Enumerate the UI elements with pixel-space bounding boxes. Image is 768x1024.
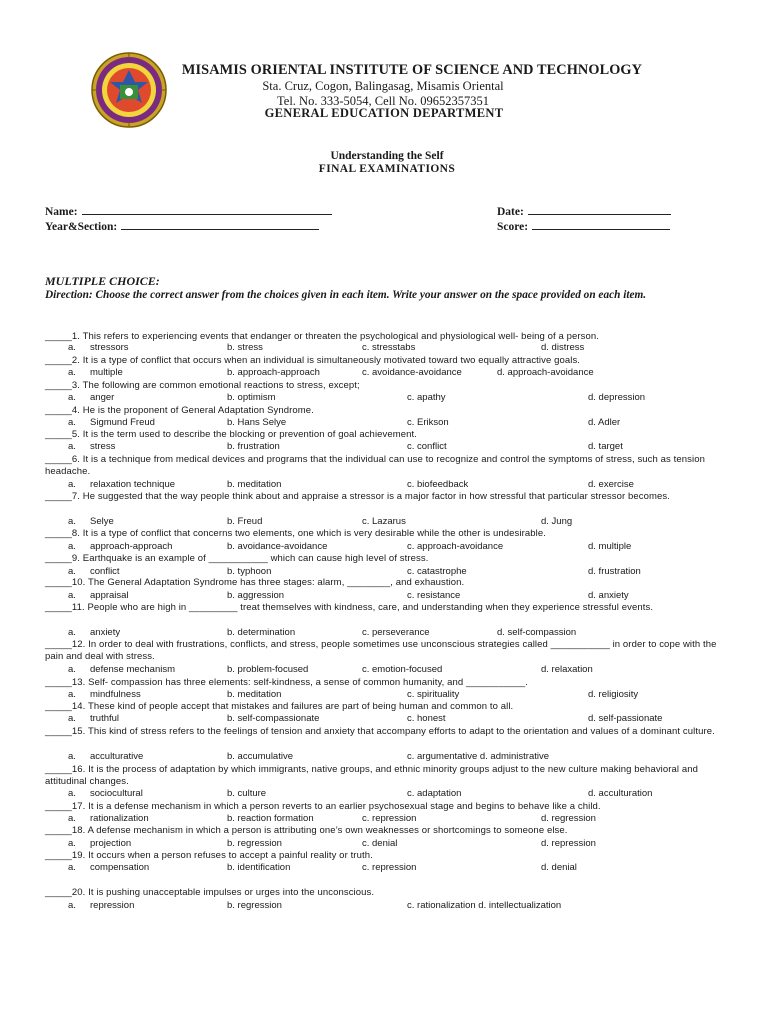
exam-title: FINAL EXAMINATIONS — [318, 163, 456, 175]
choice-a[interactable]: stressors — [90, 342, 129, 353]
question-stem: _____11. People who are high in _________ treat themselves with kindness, care, and understanding when they experience stressful events. — [45, 602, 654, 613]
section-heading: MULTIPLE CHOICE: — [45, 274, 160, 288]
choice-c[interactable]: c. apathy — [407, 392, 446, 403]
choice-a-letter: a. — [68, 862, 76, 873]
choice-d[interactable]: d. Adler — [588, 417, 621, 428]
choice-b[interactable]: b. reaction formation — [227, 813, 314, 824]
date-label: Date: — [497, 206, 524, 218]
choice-a[interactable]: mindfulness — [90, 689, 141, 700]
choice-row — [0, 788, 768, 800]
question-stem: _____14. These kind of people accept that mistakes and failures are part of being human and common to all. — [45, 701, 514, 712]
choice-a[interactable]: multiple — [90, 367, 123, 378]
choice-a[interactable]: rationalization — [90, 813, 149, 824]
choice-d[interactable]: d. relaxation — [541, 664, 593, 675]
choice-b[interactable]: b. meditation — [227, 689, 282, 700]
choice-a-letter: a. — [68, 516, 76, 527]
institution-phone: Tel. No. 333-5054, Cell No. 09652357351 — [277, 94, 489, 108]
choice-d[interactable]: d. exercise — [588, 479, 634, 490]
question-stem: _____12. In order to deal with frustrations, conflicts, and stress, people sometimes use unconscious strategies called ___________ in order to cope with the pain and deal with stress. — [45, 639, 717, 662]
choice-row — [0, 392, 768, 404]
choice-a[interactable]: projection — [90, 838, 132, 849]
choice-d[interactable]: d. acculturation — [588, 788, 653, 799]
choice-c[interactable]: c. avoidance-avoidance — [362, 367, 462, 378]
choice-c[interactable]: c. rationalization d. intellectualization — [407, 900, 562, 911]
choice-b[interactable]: b. stress — [227, 342, 263, 353]
choice-d[interactable]: d. Jung — [541, 516, 573, 527]
choice-a-letter: a. — [68, 566, 76, 577]
question-stem: _____10. The General Adaptation Syndrome has three stages: alarm, ________, and exhaustion. — [45, 577, 465, 588]
choice-a-letter: a. — [68, 813, 76, 824]
question-stem: _____2. It is a type of conflict that occurs when an individual is simultaneously motivated toward two equally attractive goals. — [45, 355, 581, 366]
choice-a[interactable]: compensation — [90, 862, 150, 873]
choice-a[interactable]: Selye — [90, 516, 114, 527]
question-stem: _____15. This kind of stress refers to the feelings of tension and anxiety that accompany efforts to adapt to the orientation and values of a dominant culture. — [45, 726, 715, 737]
choice-a-letter: a. — [68, 713, 76, 724]
choice-row — [0, 479, 768, 491]
choice-a-letter: a. — [68, 392, 76, 403]
course-title: Understanding the Self — [330, 150, 444, 162]
year-section-label: Year&Section: — [45, 221, 118, 233]
choice-row — [0, 689, 768, 701]
question-stem: _____18. A defense mechanism in which a person is attributing one’s own weaknesses or shortcomings to someone else. — [45, 825, 568, 836]
choice-b[interactable]: b. meditation — [227, 479, 282, 490]
question-stem: _____19. It occurs when a person refuses to accept a painful reality or truth. — [45, 850, 373, 861]
choice-c[interactable]: c. catastrophe — [407, 566, 467, 577]
choice-c[interactable]: c. conflict — [407, 441, 447, 452]
question-stem: _____20. It is pushing unacceptable impulses or urges into the unconscious. — [45, 887, 375, 898]
question-stem: _____7. He suggested that the way people think about and appraise a stressor is a major factor in how stressful that particular stressor becomes. — [45, 491, 670, 502]
choice-d[interactable]: d. depression — [588, 392, 646, 403]
choice-a-letter: a. — [68, 541, 76, 552]
choice-b[interactable]: b. approach-approach — [227, 367, 320, 378]
choice-row — [0, 516, 768, 528]
choice-row — [0, 367, 768, 379]
choice-a[interactable]: approach-approach — [90, 541, 173, 552]
choice-b[interactable]: b. frustration — [227, 441, 280, 452]
choice-a[interactable]: defense mechanism — [90, 664, 176, 675]
choice-d[interactable]: d. target — [588, 441, 623, 452]
name-label: Name: — [45, 206, 78, 218]
choice-row — [0, 713, 768, 725]
choice-row — [0, 541, 768, 553]
choice-b[interactable]: b. regression — [227, 838, 282, 849]
question-stem: _____9. Earthquake is an example of ___________ which can cause high level of stress. — [45, 553, 429, 564]
choice-a-letter: a. — [68, 900, 76, 911]
choice-a-letter: a. — [68, 590, 76, 601]
choice-b[interactable]: b. regression — [227, 900, 282, 911]
department-name: GENERAL EDUCATION DEPARTMENT — [264, 106, 504, 120]
choice-b[interactable]: b. determination — [227, 627, 296, 638]
choice-a[interactable]: stress — [90, 441, 116, 452]
question-stem: _____17. It is a defense mechanism in which a person reverts to an earlier psychosexual stage and begins to behave like a child. — [45, 801, 601, 812]
question-stem: _____1. This refers to experiencing events that endanger or threaten the psychological and physiological well- being of a person. — [45, 331, 600, 342]
choice-c[interactable]: c. spirituality — [407, 689, 460, 700]
choice-d[interactable]: d. frustration — [588, 566, 641, 577]
choice-a-letter: a. — [68, 417, 76, 428]
choice-a[interactable]: appraisal — [90, 590, 129, 601]
choice-c[interactable]: c. repression — [362, 813, 417, 824]
choice-c[interactable]: c. emotion-focused — [362, 664, 443, 675]
choice-b[interactable]: b. typhoon — [227, 566, 272, 577]
choice-c[interactable]: c. argumentative d. administrative — [407, 751, 550, 762]
institution-address: Sta. Cruz, Cogon, Balingasag, Misamis Oriental — [262, 79, 504, 93]
choice-c[interactable]: c. Lazarus — [362, 516, 406, 527]
choice-a[interactable]: sociocultural — [90, 788, 143, 799]
question-stem: _____8. It is a type of conflict that concerns two elements, one which is very desirable while the other is undesirable. — [45, 528, 546, 539]
choice-a-letter: a. — [68, 751, 76, 762]
choice-a[interactable]: repression — [90, 900, 135, 911]
choice-a[interactable]: truthful — [90, 713, 120, 724]
institution-name: MISAMIS ORIENTAL INSTITUTE OF SCIENCE AND TECHNOLOGY — [181, 62, 643, 78]
choice-a[interactable]: Sigmund Freud — [90, 417, 155, 428]
choice-c[interactable]: c. resistance — [407, 590, 461, 601]
choice-d[interactable]: d. approach-avoidance — [497, 367, 594, 378]
choice-row — [0, 751, 768, 763]
choice-b[interactable]: b. avoidance-avoidance — [227, 541, 328, 552]
choice-a-letter: a. — [68, 441, 76, 452]
choice-row — [0, 417, 768, 429]
choice-c[interactable]: c. stresstabs — [362, 342, 416, 353]
choice-b[interactable]: b. self-compassionate — [227, 713, 320, 724]
choice-d[interactable]: d. repression — [541, 838, 596, 849]
choice-c[interactable]: c. denial — [362, 838, 398, 849]
choice-row — [0, 813, 768, 825]
choice-a[interactable]: acculturative — [90, 751, 144, 762]
choice-row — [0, 627, 768, 639]
choice-row — [0, 342, 768, 354]
section-direction: Direction: Choose the correct answer from the choices given in each item. Write your answer on the space provided on each item. — [45, 289, 647, 301]
choice-a-letter: a. — [68, 479, 76, 490]
choice-d[interactable]: d. religiosity — [588, 689, 639, 700]
choice-c[interactable]: c. Erikson — [407, 417, 449, 428]
choice-b[interactable]: b. Freud — [227, 516, 263, 527]
choice-c[interactable]: c. perseverance — [362, 627, 430, 638]
choice-row — [0, 862, 768, 874]
choice-a-letter: a. — [68, 664, 76, 675]
choice-row — [0, 590, 768, 602]
choice-a[interactable]: anxiety — [90, 627, 121, 638]
choice-d[interactable]: d. self-passionate — [588, 713, 663, 724]
choice-a[interactable]: relaxation technique — [90, 479, 176, 490]
choice-b[interactable]: b. accumulative — [227, 751, 294, 762]
question-stem: _____6. It is a technique from medical devices and programs that the individual can use to recognize and control the symptoms of stress, such as tension headache. — [45, 454, 705, 477]
choice-a-letter: a. — [68, 689, 76, 700]
choice-c[interactable]: c. honest — [407, 713, 446, 724]
score-label: Score: — [497, 221, 529, 233]
choice-a-letter: a. — [68, 838, 76, 849]
choice-d[interactable]: d. anxiety — [588, 590, 629, 601]
question-stem: _____4. He is the proponent of General Adaptation Syndrome. — [45, 405, 314, 416]
choice-b[interactable]: b. optimism — [227, 392, 276, 403]
choice-d[interactable]: d. self-compassion — [497, 627, 577, 638]
choice-c[interactable]: c. adaptation — [407, 788, 462, 799]
choice-d[interactable]: d. distress — [541, 342, 585, 353]
choice-b[interactable]: b. culture — [227, 788, 267, 799]
choice-row — [0, 838, 768, 850]
choice-a[interactable]: anger — [90, 392, 115, 403]
question-stem: _____5. It is the term used to describe the blocking or prevention of goal achievement. — [45, 429, 418, 440]
question-stem: _____13. Self- compassion has three elements: self-kindness, a sense of common humanity, and ___________. — [45, 677, 528, 688]
choice-b[interactable]: b. problem-focused — [227, 664, 309, 675]
choice-d[interactable]: d. regression — [541, 813, 596, 824]
choice-d[interactable]: d. multiple — [588, 541, 632, 552]
choice-d[interactable]: d. denial — [541, 862, 577, 873]
choice-c[interactable]: c. approach-avoidance — [407, 541, 504, 552]
question-stem: _____16. It is the process of adaptation by which immigrants, native groups, and ethnic minority groups adjust to the new culture making behavioral and attitudinal changes. — [45, 764, 699, 787]
choice-row — [0, 664, 768, 676]
choice-a-letter: a. — [68, 342, 76, 353]
choice-row — [0, 441, 768, 453]
choice-c[interactable]: c. repression — [362, 862, 417, 873]
question-stem: _____3. The following are common emotional reactions to stress, except; — [45, 380, 360, 391]
choice-a-letter: a. — [68, 788, 76, 799]
choice-b[interactable]: b. Hans Selye — [227, 417, 287, 428]
choice-a-letter: a. — [68, 627, 76, 638]
choice-b[interactable]: b. aggression — [227, 590, 285, 601]
choice-c[interactable]: c. biofeedback — [407, 479, 469, 490]
choice-a[interactable]: conflict — [90, 566, 120, 577]
choice-b[interactable]: b. identification — [227, 862, 291, 873]
choice-row — [0, 900, 768, 912]
choice-a-letter: a. — [68, 367, 76, 378]
